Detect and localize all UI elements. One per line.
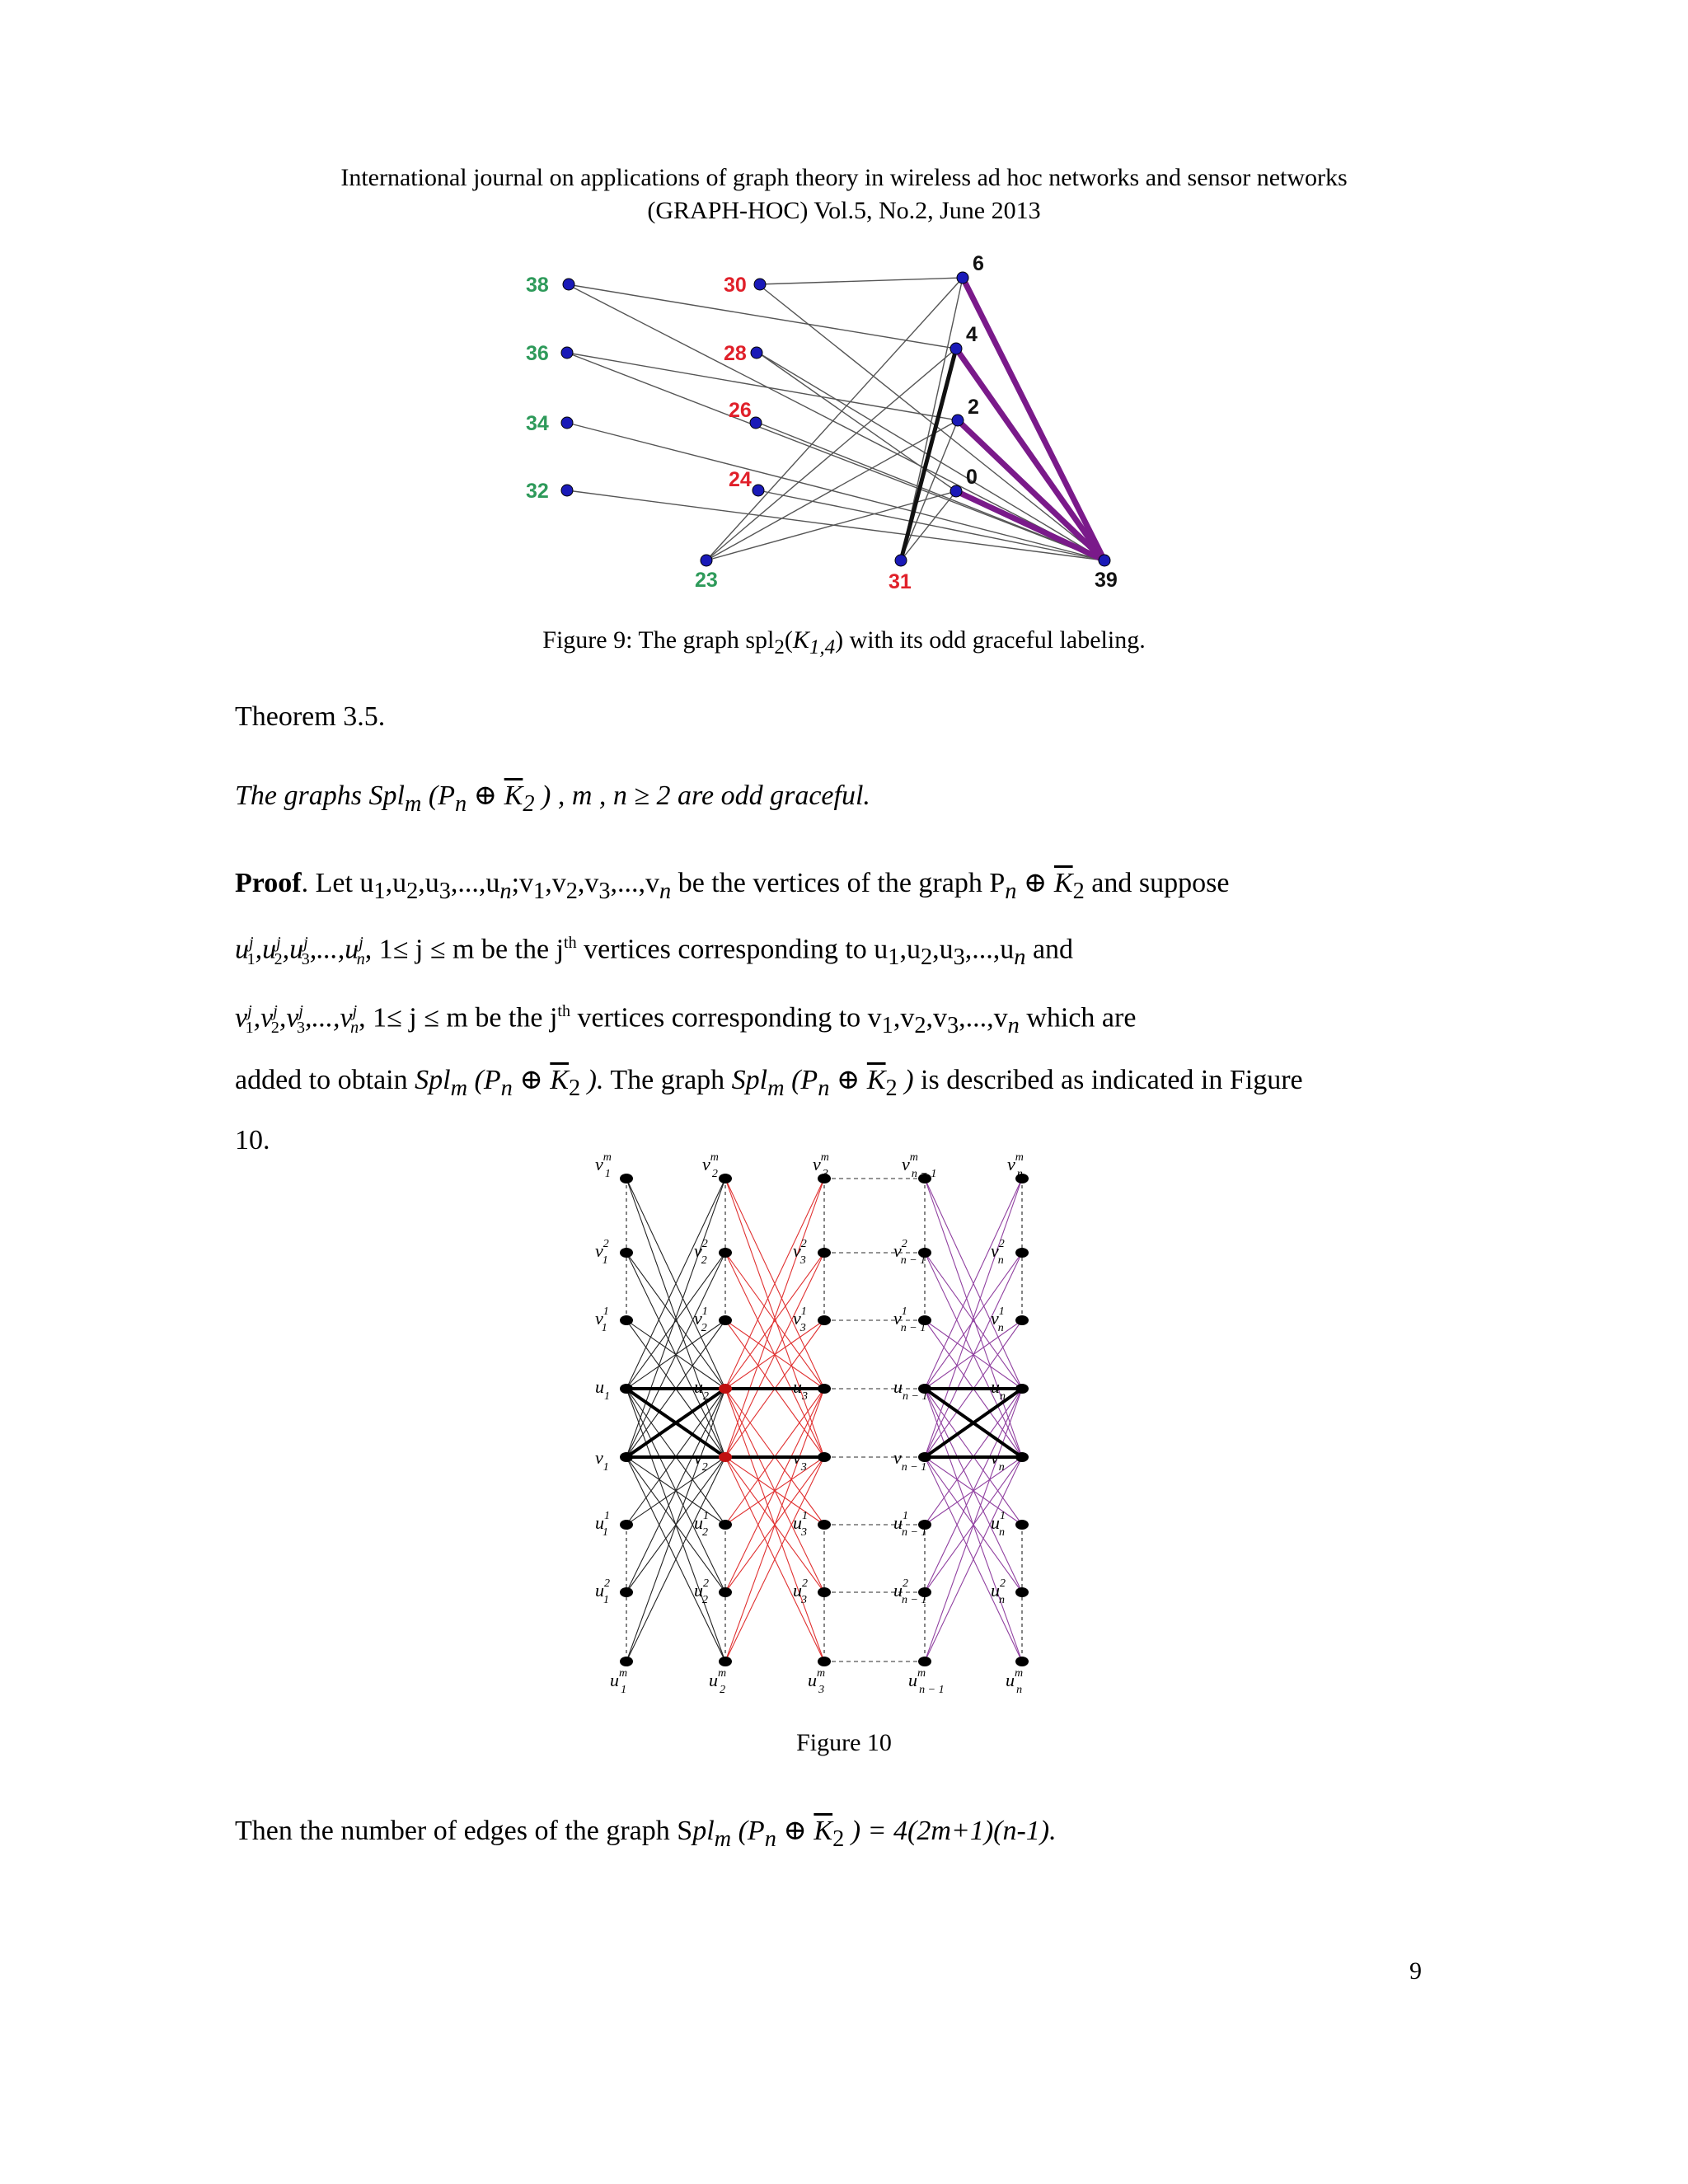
- figure-10-node: [719, 1248, 732, 1258]
- proof-paragraph: [235, 857, 1430, 1166]
- figure-10-node: [620, 1174, 633, 1183]
- label-28: 28: [724, 342, 747, 365]
- figure-10-node: [818, 1315, 831, 1325]
- figure-10-node: [719, 1315, 732, 1325]
- proof-k: $\overline{K}$: [866, 1065, 886, 1096]
- figure-10-label-u-1: $u^1$ n: [991, 1510, 1006, 1539]
- figure-10-label-u-2: $u^2$ 3: [793, 1577, 808, 1606]
- proof-th: th: [564, 933, 577, 952]
- proof-text: (P: [467, 1065, 501, 1096]
- figure-10-node: [719, 1657, 732, 1666]
- figure-10-node: [620, 1248, 633, 1258]
- proof-text: ,v: [926, 1002, 947, 1033]
- proof-text: v: [235, 1002, 248, 1033]
- figure-9-purple-edges: [956, 278, 1104, 560]
- figure-10-label-u: $u_3$: [793, 1376, 808, 1403]
- edges-sub-m: m: [714, 1825, 732, 1852]
- figure-9-caption-k: K: [792, 626, 809, 654]
- figure-10-label-u-1: $u^1$ 3: [793, 1510, 808, 1539]
- figure-10-node: [1015, 1452, 1029, 1462]
- proof-sub: 2: [569, 1075, 581, 1101]
- proof-text: vertices corresponding to v: [570, 1002, 882, 1033]
- figure-10-node: [620, 1587, 633, 1597]
- proof-sub: m: [450, 1075, 468, 1101]
- proof-text: is described as indicated in Figure: [913, 1065, 1303, 1096]
- figure-10-label-u-2: $u^2$ 2: [694, 1577, 709, 1606]
- figure-9-thin-edges: [567, 278, 1104, 560]
- label-39: 39: [1095, 569, 1118, 592]
- theorem-sub-2: 2: [523, 790, 535, 817]
- proof-th: th: [557, 1001, 570, 1020]
- figure-10-label-v-m: $v^m$ 1: [595, 1151, 612, 1180]
- theorem-k: $\overline{K}$: [504, 780, 523, 811]
- theorem-sub-n: n: [454, 790, 467, 817]
- figure-10-node: [1015, 1587, 1029, 1597]
- figure-10-label-u-1: $u^1$ n − 1: [893, 1510, 927, 1539]
- figure-10-node: [818, 1657, 831, 1666]
- figure-10-label-u: $u_1$: [595, 1376, 610, 1403]
- proof-text: ,v: [545, 868, 566, 898]
- journal-header-line2: (GRAPH-HOC) Vol.5, No.2, June 2013: [647, 197, 1041, 224]
- page-number: 9: [1409, 1957, 1422, 1985]
- proof-text: ;v: [511, 868, 534, 898]
- proof-text: ): [897, 1065, 914, 1096]
- edges-statement: [235, 1805, 1430, 1865]
- figure-10-label-v-m: $v^m$ n: [1007, 1151, 1024, 1180]
- figure-10-label-v-m: $v^m$ n − 1: [902, 1151, 937, 1180]
- figure-9-caption-suffix: ) with its odd graceful labeling.: [835, 626, 1146, 654]
- edges-k: $\overline{K}$: [814, 1816, 833, 1846]
- proof-k: $\overline{K}$: [550, 1065, 569, 1096]
- proof-text: ,v: [279, 1002, 299, 1033]
- proof-text: and suppose: [1084, 868, 1230, 898]
- proof-sub: 2: [885, 1075, 898, 1101]
- figure-10-label-v-2: $v^2$ n − 1: [893, 1238, 926, 1267]
- label-30: 30: [724, 274, 747, 297]
- figure-10-label-v-1: $v^1$ 1: [595, 1305, 608, 1334]
- figure-10-label-u-m: $u^m$ 3: [808, 1667, 826, 1696]
- figure-9-caption-text: Figure 9: The graph spl: [542, 626, 775, 654]
- proof-text: ,...,v: [959, 1002, 1008, 1033]
- proof-text: u: [235, 934, 249, 965]
- proof-text: Spl: [731, 1065, 768, 1096]
- label-0: 0: [966, 466, 978, 489]
- proof-text: ,u: [418, 868, 439, 898]
- proof-line-4: [235, 1054, 1430, 1114]
- figure-10-node: [719, 1384, 732, 1394]
- proof-k: $\overline{K}$: [1053, 868, 1073, 898]
- figure-10-label-v-1: $v^1$ 2: [694, 1305, 708, 1334]
- figure-10-label-v: $v_{n - 1}$: [893, 1447, 927, 1474]
- figure-9-caption-sub: 2: [774, 636, 785, 658]
- figure-10-node: [620, 1452, 633, 1462]
- figure-10-node: [620, 1315, 633, 1325]
- proof-sub: n: [500, 1075, 513, 1101]
- figure-10-label-u-1: $u^1$ 1: [595, 1510, 609, 1539]
- figure-10-label-u-2: $u^2$ n: [991, 1577, 1006, 1606]
- journal-header-line1: International journal on applications of graph theory in wireless ad hoc networks and sensor networks: [340, 164, 1348, 191]
- proof-text: ,...,u: [450, 868, 500, 898]
- figure-10-node: [1015, 1384, 1029, 1394]
- figure-10-label-v-2: $v^2$ n: [991, 1238, 1005, 1267]
- figure-10-label-u-m: $u^m$ 2: [709, 1667, 727, 1696]
- label-36: 36: [526, 342, 549, 365]
- edges-sub-n: n: [764, 1825, 776, 1852]
- edges-text-a: Then the number of edges of the graph S: [235, 1816, 693, 1846]
- proof-text: and: [1025, 934, 1074, 965]
- figure-10-label-v-2: $v^2$ 1: [595, 1238, 609, 1267]
- proof-sub: m: [767, 1075, 785, 1101]
- proof-line-1: Proof. Let $u_1,u_2,u_3,...,u_n;v_1,v_2,v_3,...,v_n$ be the vertices of the graph $P_n$ ⊕ $\overline{K}_2$ and suppose: [235, 868, 1230, 904]
- proof-text: ,u: [385, 868, 407, 898]
- figure-10-label-u-2: $u^2$ n − 1: [893, 1577, 927, 1606]
- proof-text: (P: [784, 1065, 818, 1096]
- label-26: 26: [729, 399, 752, 422]
- proof-text: ,...,u: [309, 934, 359, 965]
- figure-10-label-v-1: $v^1$ n: [991, 1305, 1005, 1334]
- proof-label: Proof: [235, 868, 302, 898]
- label-24: 24: [729, 468, 752, 491]
- figure-10-label-u-2: $u^2$ 1: [595, 1577, 610, 1606]
- figure-10-node: [818, 1384, 831, 1394]
- edges-text-c: (P: [731, 1816, 765, 1846]
- figure-10-label-v-1: $v^1$ 3: [793, 1305, 807, 1334]
- theorem-text-d: ) , m , n ≥ 2 are odd graceful.: [534, 780, 870, 811]
- label-31: 31: [889, 570, 912, 593]
- figure-9-caption-paren: (: [784, 626, 793, 654]
- proof-text: . Let u: [301, 868, 374, 898]
- figure-10-node: [818, 1452, 831, 1462]
- figure-10-node: [918, 1657, 931, 1666]
- proof-text: ⊕: [1016, 868, 1054, 898]
- label-2: 2: [968, 396, 979, 419]
- theorem-title: Theorem 3.5.: [235, 701, 386, 732]
- proof-text: ,u: [255, 934, 277, 965]
- figure-10-label-v: $v_3$: [793, 1447, 807, 1474]
- label-4: 4: [966, 323, 978, 346]
- figure-10-node: [1015, 1248, 1029, 1258]
- proof-sub: 2: [1072, 878, 1085, 904]
- edges-text-e: ) = 4(2m+1)(n-1).: [844, 1816, 1057, 1846]
- figure-10-node: [1015, 1520, 1029, 1530]
- proof-text: ,...,v: [610, 868, 660, 898]
- theorem-sub-m: m: [404, 790, 422, 817]
- edges-text-d: ⊕: [776, 1816, 814, 1846]
- proof-text: ,u: [899, 934, 921, 965]
- figure-10-node: [719, 1452, 732, 1462]
- figure-10-label-v-m: $v^m$ 3: [813, 1151, 829, 1180]
- proof-text: be the vertices of the graph P: [671, 868, 1006, 898]
- proof-text: ,v: [577, 868, 599, 898]
- figure-10-label-v: $v_2$: [694, 1447, 708, 1474]
- theorem-text-b: (P: [421, 780, 455, 811]
- figure-9-graph: [0, 0, 1688, 626]
- figure-10-node: [620, 1520, 633, 1530]
- figure-10-label-u: $u_n$: [991, 1376, 1006, 1403]
- proof-text: Spl: [415, 1065, 451, 1096]
- figure-10-label-v: $v_1$: [595, 1447, 609, 1474]
- figure-10-label-u-m: $u^m$ n − 1: [908, 1667, 945, 1696]
- figure-10-node: [620, 1384, 633, 1394]
- figure-10-label-v-m: $v^m$ 2: [702, 1151, 719, 1180]
- edges-text-b: pl: [692, 1816, 715, 1846]
- proof-text: ,...,v: [304, 1002, 353, 1033]
- label-23: 23: [695, 569, 718, 592]
- proof-text: ).: [580, 1065, 604, 1096]
- figure-10-label-u-1: $u^1$ 2: [694, 1510, 709, 1539]
- figure-10-label-v-1: $v^1$ n − 1: [893, 1305, 926, 1334]
- theorem-text-a: The graphs Spl: [235, 780, 405, 811]
- edges-sub-2: 2: [832, 1825, 845, 1852]
- proof-text: , 1≤ j ≤ m be the j: [364, 934, 565, 965]
- label-34: 34: [526, 412, 549, 435]
- figure-10-node: [1015, 1657, 1029, 1666]
- proof-text: ,...,u: [964, 934, 1015, 965]
- figure-9-caption: [0, 626, 1688, 659]
- proof-text: The graph: [603, 1065, 732, 1096]
- proof-text: vertices corresponding to u: [576, 934, 889, 965]
- theorem-text-c: ⊕: [467, 780, 504, 811]
- figure-10-graph: [0, 1137, 1688, 1714]
- proof-text: ⊕: [829, 1065, 867, 1096]
- figure-10-node: [818, 1520, 831, 1530]
- proof-text: , 1≤ j ≤ m be the j: [359, 1002, 558, 1033]
- figure-10-label-v-2: $v^2$ 3: [793, 1238, 807, 1267]
- figure-10-node: [620, 1657, 633, 1666]
- theorem-statement: [235, 770, 1430, 830]
- figure-10-caption: Figure 10: [796, 1729, 892, 1756]
- figure-10-node: [719, 1520, 732, 1530]
- proof-line-5: 10.: [235, 1124, 270, 1155]
- figure-10-label-u-m: $u^m$ n: [1006, 1667, 1024, 1696]
- proof-text: ⊕: [512, 1065, 551, 1096]
- proof-text: ,v: [253, 1002, 274, 1033]
- figure-10-node: [719, 1587, 732, 1597]
- figure-9-caption-k-sub: 1,4: [809, 636, 836, 658]
- figure-10-node: [818, 1587, 831, 1597]
- figure-10-label-u-m: $u^m$ 1: [610, 1667, 628, 1696]
- label-6: 6: [973, 252, 984, 275]
- figure-10-node: [1015, 1315, 1029, 1325]
- label-38: 38: [526, 274, 549, 297]
- figure-10-node: [719, 1174, 732, 1183]
- proof-sub: n: [818, 1075, 830, 1101]
- proof-line-3: $v^j_1,v^j_2,v^j_3,...,v^j_n$, 1≤ j ≤ m be the $j^{th}$ vertices corresponding to $v_1,v_2,v_3,...,v_n$ which are: [235, 1001, 1137, 1039]
- figure-10-label-u: $u_{n - 1}$: [893, 1376, 928, 1403]
- figure-10-label-v-2: $v^2$ 2: [694, 1238, 708, 1267]
- proof-text: added to obtain: [235, 1065, 415, 1096]
- figure-10-label-u: $u_2$: [694, 1376, 709, 1403]
- proof-text: ,v: [893, 1002, 915, 1033]
- label-32: 32: [526, 480, 549, 503]
- figure-10-labels: [595, 1151, 1024, 1696]
- proof-text: ,u: [932, 934, 954, 965]
- figure-10-node: [818, 1248, 831, 1258]
- proof-text: which are: [1019, 1002, 1137, 1033]
- proof-text: ,u: [282, 934, 304, 965]
- figure-10-label-v: $v_n$: [991, 1447, 1005, 1474]
- proof-line-2: $u^j_1,u^j_2,u^j_3,...,u^j_n$, 1≤ j ≤ m be the $j^{th}$ vertices corresponding to $u_1,u_2,u_3,...,u_n$ and: [235, 933, 1074, 970]
